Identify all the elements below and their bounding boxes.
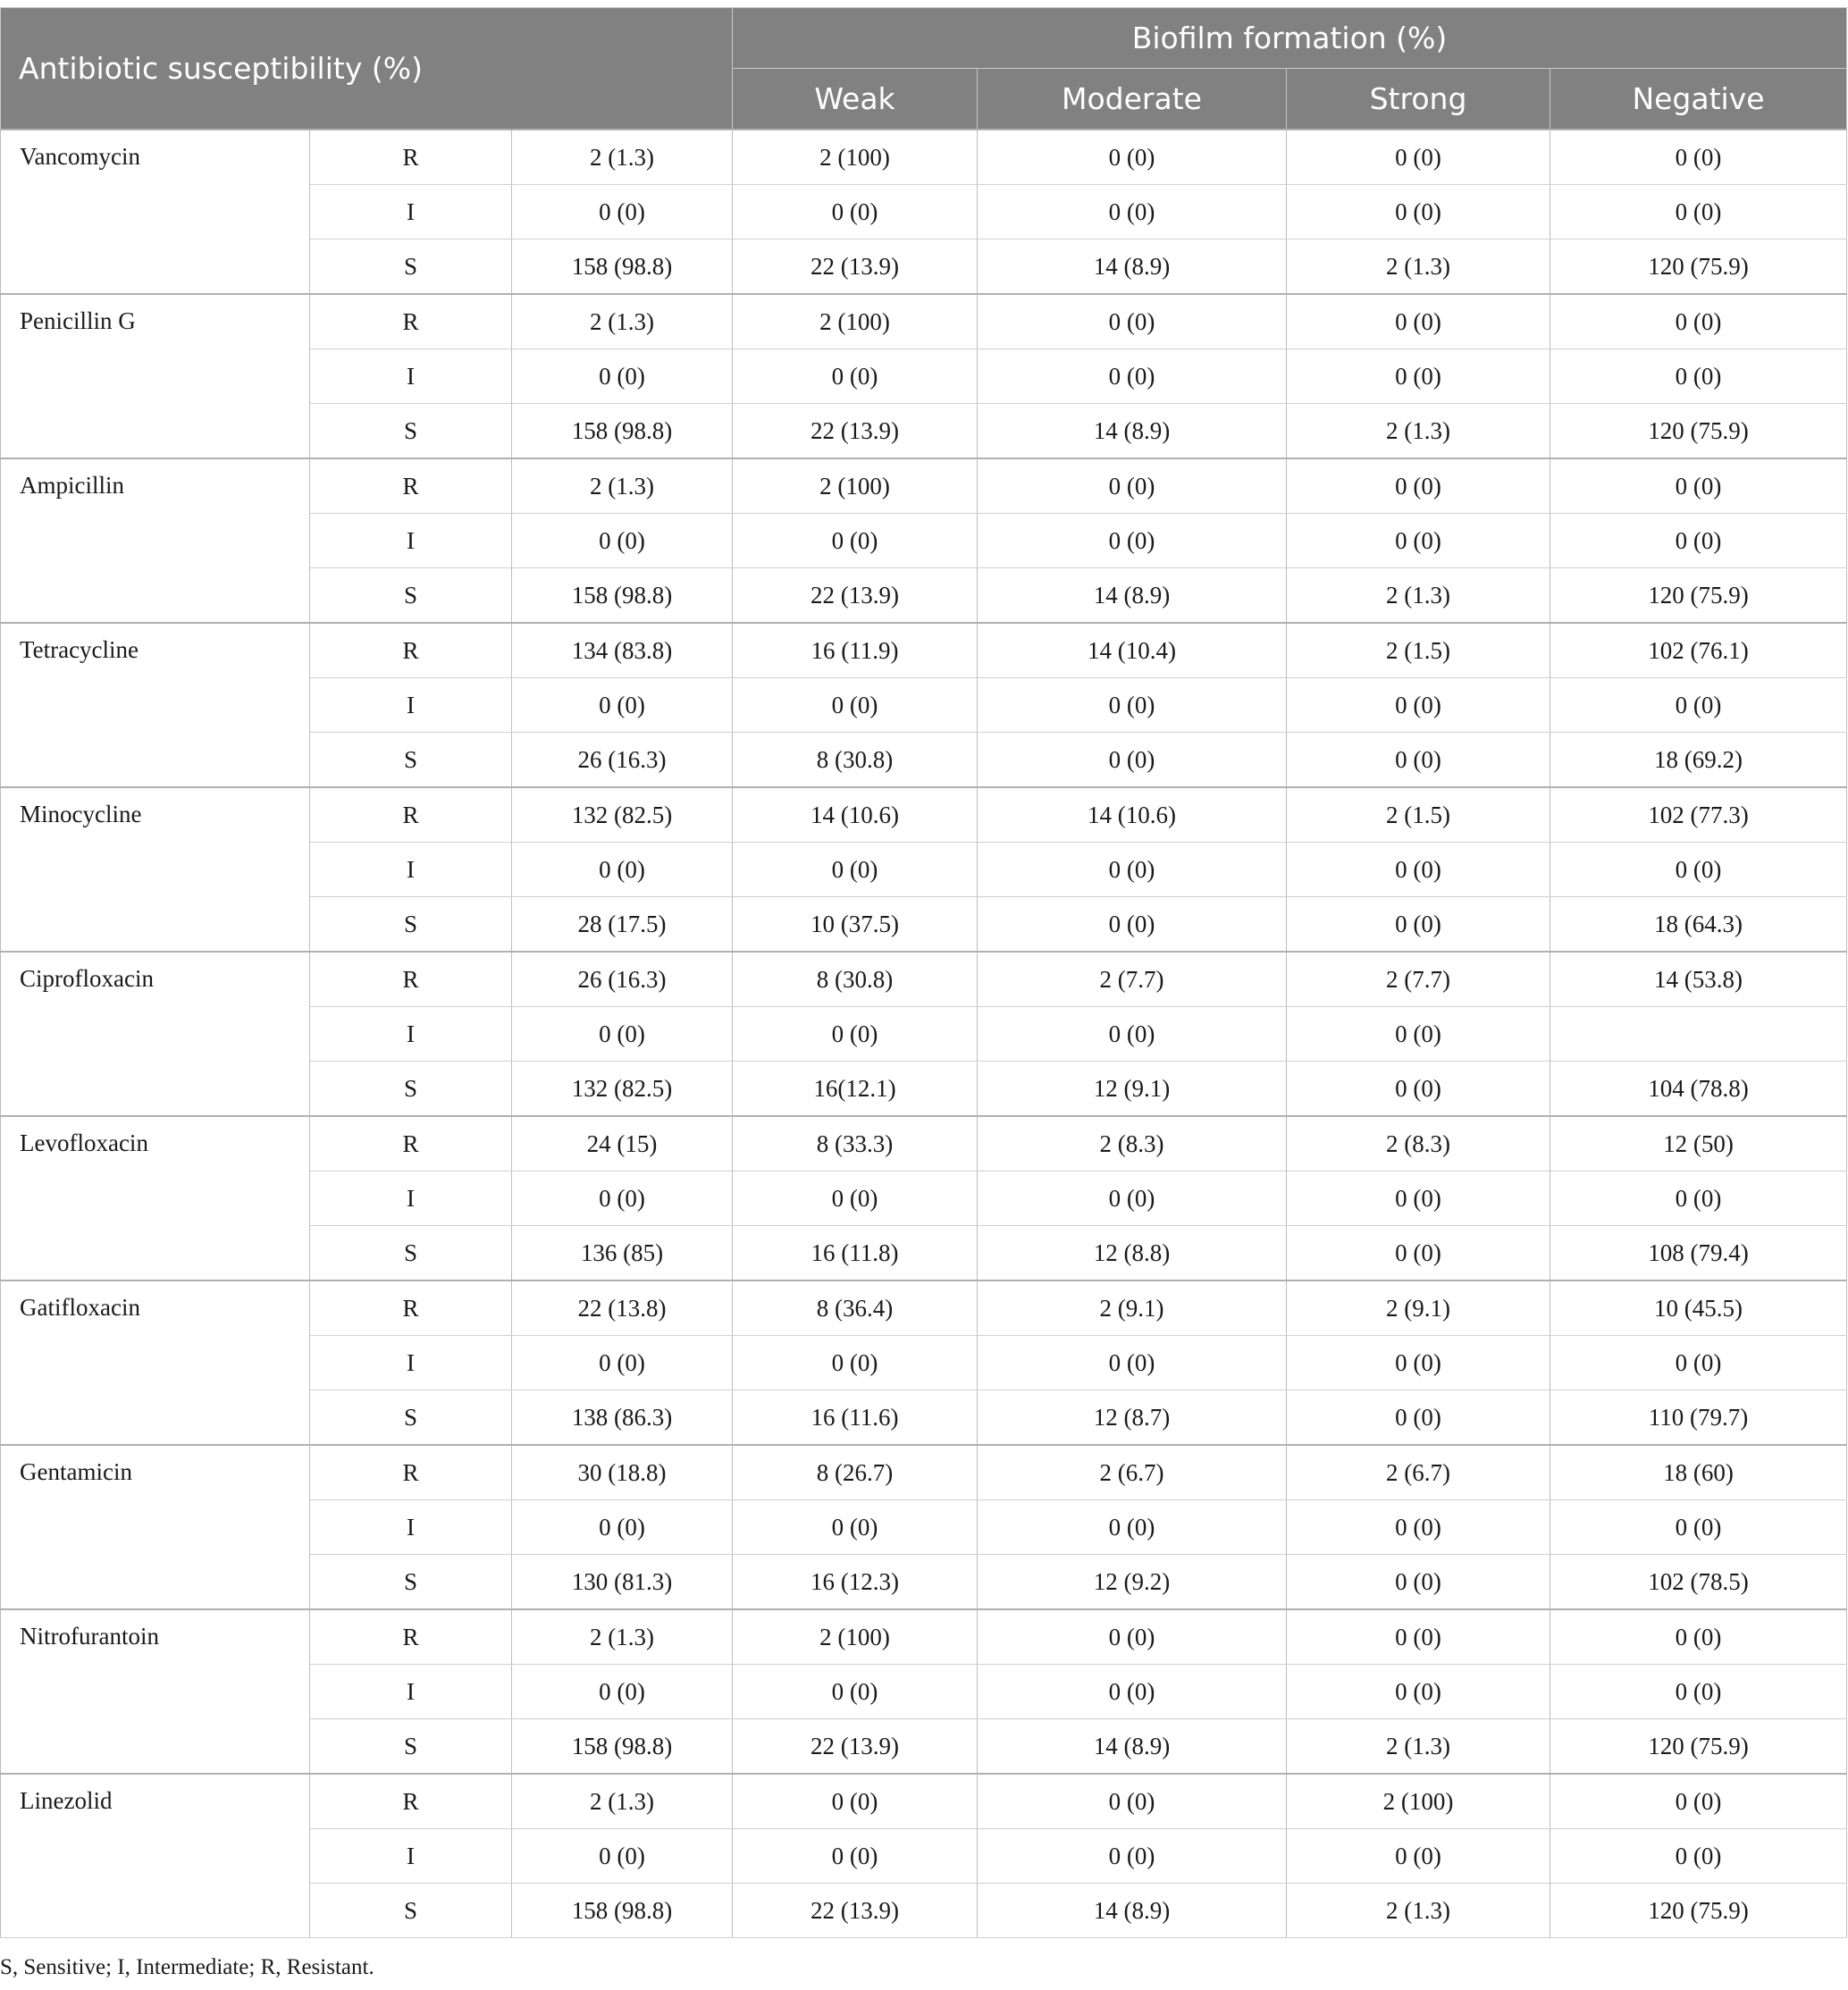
cat-cell: I [310, 678, 512, 733]
weak-cell: 2 (100) [733, 130, 978, 185]
total-cell: 158 (98.8) [512, 568, 733, 624]
moderate-cell: 0 (0) [978, 458, 1287, 514]
negative-cell: 0 (0) [1550, 1665, 1847, 1719]
total-cell: 0 (0) [512, 185, 733, 239]
drug-name-cell: Gentamicin [1, 1445, 310, 1609]
negative-cell: 12 (50) [1550, 1116, 1847, 1171]
strong-cell: 0 (0) [1287, 349, 1550, 404]
negative-cell: 0 (0) [1550, 1171, 1847, 1226]
drug-name-cell: Minocycline [1, 787, 310, 952]
moderate-cell: 12 (9.1) [978, 1062, 1287, 1117]
weak-cell: 16 (11.6) [733, 1390, 978, 1446]
total-cell: 130 (81.3) [512, 1555, 733, 1610]
table-row [1, 130, 1847, 185]
strong-cell: 2 (1.3) [1287, 568, 1550, 624]
cat-cell: I [310, 843, 512, 897]
total-cell: 30 (18.8) [512, 1445, 733, 1500]
negative-cell: 102 (77.3) [1550, 787, 1847, 843]
negative-cell: 0 (0) [1550, 1500, 1847, 1555]
weak-cell: 10 (37.5) [733, 897, 978, 953]
total-cell: 158 (98.8) [512, 404, 733, 459]
cat-cell: S [310, 1884, 512, 1938]
total-cell: 134 (83.8) [512, 623, 733, 678]
cat-cell: I [310, 185, 512, 239]
cat-cell: S [310, 1226, 512, 1281]
table-container [0, 7, 1848, 1938]
strong-cell: 2 (1.3) [1287, 1719, 1550, 1775]
moderate-cell: 0 (0) [978, 185, 1287, 239]
moderate-cell: 14 (8.9) [978, 1719, 1287, 1775]
table-row [1, 1280, 1847, 1336]
table-row [1, 787, 1847, 843]
total-cell: 158 (98.8) [512, 1884, 733, 1938]
weak-cell: 0 (0) [733, 514, 978, 568]
moderate-cell: 0 (0) [978, 733, 1287, 788]
total-cell: 0 (0) [512, 349, 733, 404]
total-cell: 136 (85) [512, 1226, 733, 1281]
strong-cell: 0 (0) [1287, 733, 1550, 788]
negative-cell: 0 (0) [1550, 1336, 1847, 1390]
negative-cell: 0 (0) [1550, 678, 1847, 733]
total-cell: 0 (0) [512, 1171, 733, 1226]
header-strong: Strong [1287, 69, 1550, 130]
weak-cell: 8 (30.8) [733, 733, 978, 788]
strong-cell: 0 (0) [1287, 1007, 1550, 1062]
strong-cell: 0 (0) [1287, 678, 1550, 733]
cat-cell: S [310, 568, 512, 624]
total-cell: 0 (0) [512, 514, 733, 568]
total-cell: 26 (16.3) [512, 952, 733, 1007]
moderate-cell: 12 (9.2) [978, 1555, 1287, 1610]
drug-name-cell: Penicillin G [1, 294, 310, 458]
weak-cell: 16 (12.3) [733, 1555, 978, 1610]
weak-cell: 8 (33.3) [733, 1116, 978, 1171]
negative-cell: 18 (69.2) [1550, 733, 1847, 788]
cat-cell: R [310, 787, 512, 843]
total-cell: 26 (16.3) [512, 733, 733, 788]
negative-cell: 0 (0) [1550, 514, 1847, 568]
drug-name-cell: Tetracycline [1, 623, 310, 787]
drug-name-cell: Linezolid [1, 1774, 310, 1938]
strong-cell: 2 (6.7) [1287, 1445, 1550, 1500]
header-moderate: Moderate [978, 69, 1287, 130]
cat-cell: R [310, 1609, 512, 1665]
cat-cell: R [310, 1445, 512, 1500]
moderate-cell: 2 (9.1) [978, 1280, 1287, 1336]
strong-cell: 0 (0) [1287, 1555, 1550, 1610]
cat-cell: R [310, 1280, 512, 1336]
cat-cell: I [310, 1500, 512, 1555]
strong-cell: 0 (0) [1287, 1390, 1550, 1446]
weak-cell: 22 (13.9) [733, 1719, 978, 1775]
strong-cell: 0 (0) [1287, 843, 1550, 897]
cat-cell: R [310, 623, 512, 678]
negative-cell: 18 (60) [1550, 1445, 1847, 1500]
total-cell: 2 (1.3) [512, 458, 733, 514]
moderate-cell: 0 (0) [978, 1336, 1287, 1390]
strong-cell: 0 (0) [1287, 1829, 1550, 1884]
moderate-cell: 12 (8.7) [978, 1390, 1287, 1446]
table-row [1, 1116, 1847, 1171]
moderate-cell: 0 (0) [978, 294, 1287, 349]
table-row [1, 952, 1847, 1007]
cat-cell: S [310, 1719, 512, 1775]
negative-cell: 10 (45.5) [1550, 1280, 1847, 1336]
total-cell: 0 (0) [512, 678, 733, 733]
moderate-cell: 14 (10.4) [978, 623, 1287, 678]
moderate-cell: 12 (8.8) [978, 1226, 1287, 1281]
moderate-cell: 14 (8.9) [978, 404, 1287, 459]
moderate-cell: 0 (0) [978, 897, 1287, 953]
total-cell: 132 (82.5) [512, 1062, 733, 1117]
strong-cell: 2 (1.3) [1287, 404, 1550, 459]
weak-cell: 22 (13.9) [733, 239, 978, 295]
header-negative: Negative [1550, 69, 1847, 130]
header-weak: Weak [733, 69, 978, 130]
header-biofilm-formation: Biofilm formation (%) [733, 8, 1847, 69]
cat-cell: R [310, 1116, 512, 1171]
moderate-cell: 14 (8.9) [978, 1884, 1287, 1938]
strong-cell: 2 (1.5) [1287, 623, 1550, 678]
moderate-cell: 0 (0) [978, 1829, 1287, 1884]
moderate-cell: 0 (0) [978, 678, 1287, 733]
weak-cell: 16(12.1) [733, 1062, 978, 1117]
moderate-cell: 2 (6.7) [978, 1445, 1287, 1500]
moderate-cell: 0 (0) [978, 514, 1287, 568]
negative-cell: 0 (0) [1550, 294, 1847, 349]
negative-cell: 0 (0) [1550, 1829, 1847, 1884]
strong-cell: 2 (9.1) [1287, 1280, 1550, 1336]
negative-cell: 0 (0) [1550, 1609, 1847, 1665]
cat-cell: R [310, 294, 512, 349]
negative-cell: 108 (79.4) [1550, 1226, 1847, 1281]
strong-cell: 0 (0) [1287, 1171, 1550, 1226]
moderate-cell: 2 (8.3) [978, 1116, 1287, 1171]
moderate-cell: 0 (0) [978, 1609, 1287, 1665]
total-cell: 0 (0) [512, 1500, 733, 1555]
negative-cell: 102 (78.5) [1550, 1555, 1847, 1610]
negative-cell: 102 (76.1) [1550, 623, 1847, 678]
total-cell: 2 (1.3) [512, 294, 733, 349]
total-cell: 24 (15) [512, 1116, 733, 1171]
weak-cell: 14 (10.6) [733, 787, 978, 843]
weak-cell: 0 (0) [733, 349, 978, 404]
strong-cell: 0 (0) [1287, 514, 1550, 568]
negative-cell: 0 (0) [1550, 843, 1847, 897]
moderate-cell: 14 (10.6) [978, 787, 1287, 843]
weak-cell: 0 (0) [733, 1171, 978, 1226]
negative-cell: 0 (0) [1550, 130, 1847, 185]
cat-cell: S [310, 404, 512, 459]
strong-cell: 0 (0) [1287, 458, 1550, 514]
cat-cell: S [310, 1062, 512, 1117]
negative-cell: 104 (78.8) [1550, 1062, 1847, 1117]
total-cell: 2 (1.3) [512, 1609, 733, 1665]
negative-cell: 0 (0) [1550, 185, 1847, 239]
weak-cell: 0 (0) [733, 1774, 978, 1829]
drug-name-cell: Vancomycin [1, 130, 310, 294]
total-cell: 138 (86.3) [512, 1390, 733, 1446]
cat-cell: I [310, 1665, 512, 1719]
weak-cell: 0 (0) [733, 1829, 978, 1884]
drug-name-cell: Ciprofloxacin [1, 952, 310, 1116]
negative-cell: 0 (0) [1550, 458, 1847, 514]
total-cell: 0 (0) [512, 843, 733, 897]
cat-cell: S [310, 733, 512, 788]
negative-cell: 14 (53.8) [1550, 952, 1847, 1007]
total-cell: 22 (13.8) [512, 1280, 733, 1336]
drug-name-cell: Ampicillin [1, 458, 310, 623]
strong-cell: 0 (0) [1287, 1062, 1550, 1117]
strong-cell: 0 (0) [1287, 1336, 1550, 1390]
weak-cell: 22 (13.9) [733, 568, 978, 624]
strong-cell: 0 (0) [1287, 1226, 1550, 1281]
weak-cell: 0 (0) [733, 1007, 978, 1062]
negative-cell: 120 (75.9) [1550, 239, 1847, 295]
weak-cell: 0 (0) [733, 678, 978, 733]
weak-cell: 8 (30.8) [733, 952, 978, 1007]
weak-cell: 0 (0) [733, 1336, 978, 1390]
total-cell: 2 (1.3) [512, 1774, 733, 1829]
cat-cell: S [310, 897, 512, 953]
moderate-cell: 2 (7.7) [978, 952, 1287, 1007]
weak-cell: 0 (0) [733, 185, 978, 239]
total-cell: 0 (0) [512, 1829, 733, 1884]
drug-name-cell: Nitrofurantoin [1, 1609, 310, 1774]
total-cell: 158 (98.8) [512, 239, 733, 295]
moderate-cell: 0 (0) [978, 130, 1287, 185]
strong-cell: 0 (0) [1287, 185, 1550, 239]
total-cell: 0 (0) [512, 1665, 733, 1719]
table-footnote: S, Sensitive; I, Intermediate; R, Resistant. [0, 1955, 374, 1979]
moderate-cell: 0 (0) [978, 1171, 1287, 1226]
weak-cell: 2 (100) [733, 294, 978, 349]
negative-cell: 120 (75.9) [1550, 568, 1847, 624]
cat-cell: I [310, 1007, 512, 1062]
negative-cell: 120 (75.9) [1550, 1884, 1847, 1938]
moderate-cell: 0 (0) [978, 1500, 1287, 1555]
table-row [1, 1609, 1847, 1665]
moderate-cell: 0 (0) [978, 1665, 1287, 1719]
table-row [1, 294, 1847, 349]
cat-cell: R [310, 458, 512, 514]
negative-cell [1550, 1007, 1847, 1062]
weak-cell: 22 (13.9) [733, 1884, 978, 1938]
cat-cell: I [310, 349, 512, 404]
strong-cell: 2 (8.3) [1287, 1116, 1550, 1171]
strong-cell: 0 (0) [1287, 897, 1550, 953]
total-cell: 158 (98.8) [512, 1719, 733, 1775]
cat-cell: S [310, 239, 512, 295]
cat-cell: I [310, 1829, 512, 1884]
moderate-cell: 0 (0) [978, 1774, 1287, 1829]
weak-cell: 16 (11.9) [733, 623, 978, 678]
negative-cell: 120 (75.9) [1550, 1719, 1847, 1775]
weak-cell: 8 (26.7) [733, 1445, 978, 1500]
weak-cell: 0 (0) [733, 1665, 978, 1719]
cat-cell: S [310, 1390, 512, 1446]
moderate-cell: 0 (0) [978, 843, 1287, 897]
cat-cell: S [310, 1555, 512, 1610]
table-row [1, 458, 1847, 514]
strong-cell: 0 (0) [1287, 294, 1550, 349]
moderate-cell: 14 (8.9) [978, 239, 1287, 295]
weak-cell: 2 (100) [733, 1609, 978, 1665]
strong-cell: 2 (1.5) [1287, 787, 1550, 843]
strong-cell: 0 (0) [1287, 1500, 1550, 1555]
strong-cell: 2 (7.7) [1287, 952, 1550, 1007]
cat-cell: R [310, 130, 512, 185]
moderate-cell: 0 (0) [978, 349, 1287, 404]
total-cell: 132 (82.5) [512, 787, 733, 843]
negative-cell: 0 (0) [1550, 1774, 1847, 1829]
total-cell: 0 (0) [512, 1336, 733, 1390]
total-cell: 2 (1.3) [512, 130, 733, 185]
drug-name-cell: Gatifloxacin [1, 1280, 310, 1445]
moderate-cell: 0 (0) [978, 1007, 1287, 1062]
weak-cell: 8 (36.4) [733, 1280, 978, 1336]
table-row [1, 623, 1847, 678]
table-body [1, 130, 1847, 1938]
table-row [1, 1774, 1847, 1829]
strong-cell: 2 (100) [1287, 1774, 1550, 1829]
cat-cell: I [310, 1171, 512, 1226]
moderate-cell: 14 (8.9) [978, 568, 1287, 624]
weak-cell: 0 (0) [733, 843, 978, 897]
drug-name-cell: Levofloxacin [1, 1116, 310, 1280]
strong-cell: 2 (1.3) [1287, 239, 1550, 295]
susceptibility-biofilm-table [0, 7, 1847, 1938]
cat-cell: I [310, 1336, 512, 1390]
negative-cell: 0 (0) [1550, 349, 1847, 404]
negative-cell: 110 (79.7) [1550, 1390, 1847, 1446]
total-cell: 0 (0) [512, 1007, 733, 1062]
weak-cell: 16 (11.8) [733, 1226, 978, 1281]
table-row [1, 1445, 1847, 1500]
weak-cell: 0 (0) [733, 1500, 978, 1555]
weak-cell: 2 (100) [733, 458, 978, 514]
total-cell: 28 (17.5) [512, 897, 733, 953]
negative-cell: 120 (75.9) [1550, 404, 1847, 459]
strong-cell: 0 (0) [1287, 1609, 1550, 1665]
negative-cell: 18 (64.3) [1550, 897, 1847, 953]
cat-cell: R [310, 952, 512, 1007]
cat-cell: R [310, 1774, 512, 1829]
weak-cell: 22 (13.9) [733, 404, 978, 459]
strong-cell: 2 (1.3) [1287, 1884, 1550, 1938]
strong-cell: 0 (0) [1287, 130, 1550, 185]
strong-cell: 0 (0) [1287, 1665, 1550, 1719]
header-antibiotic-susceptibility: Antibiotic susceptibility (%) [1, 8, 733, 130]
cat-cell: I [310, 514, 512, 568]
